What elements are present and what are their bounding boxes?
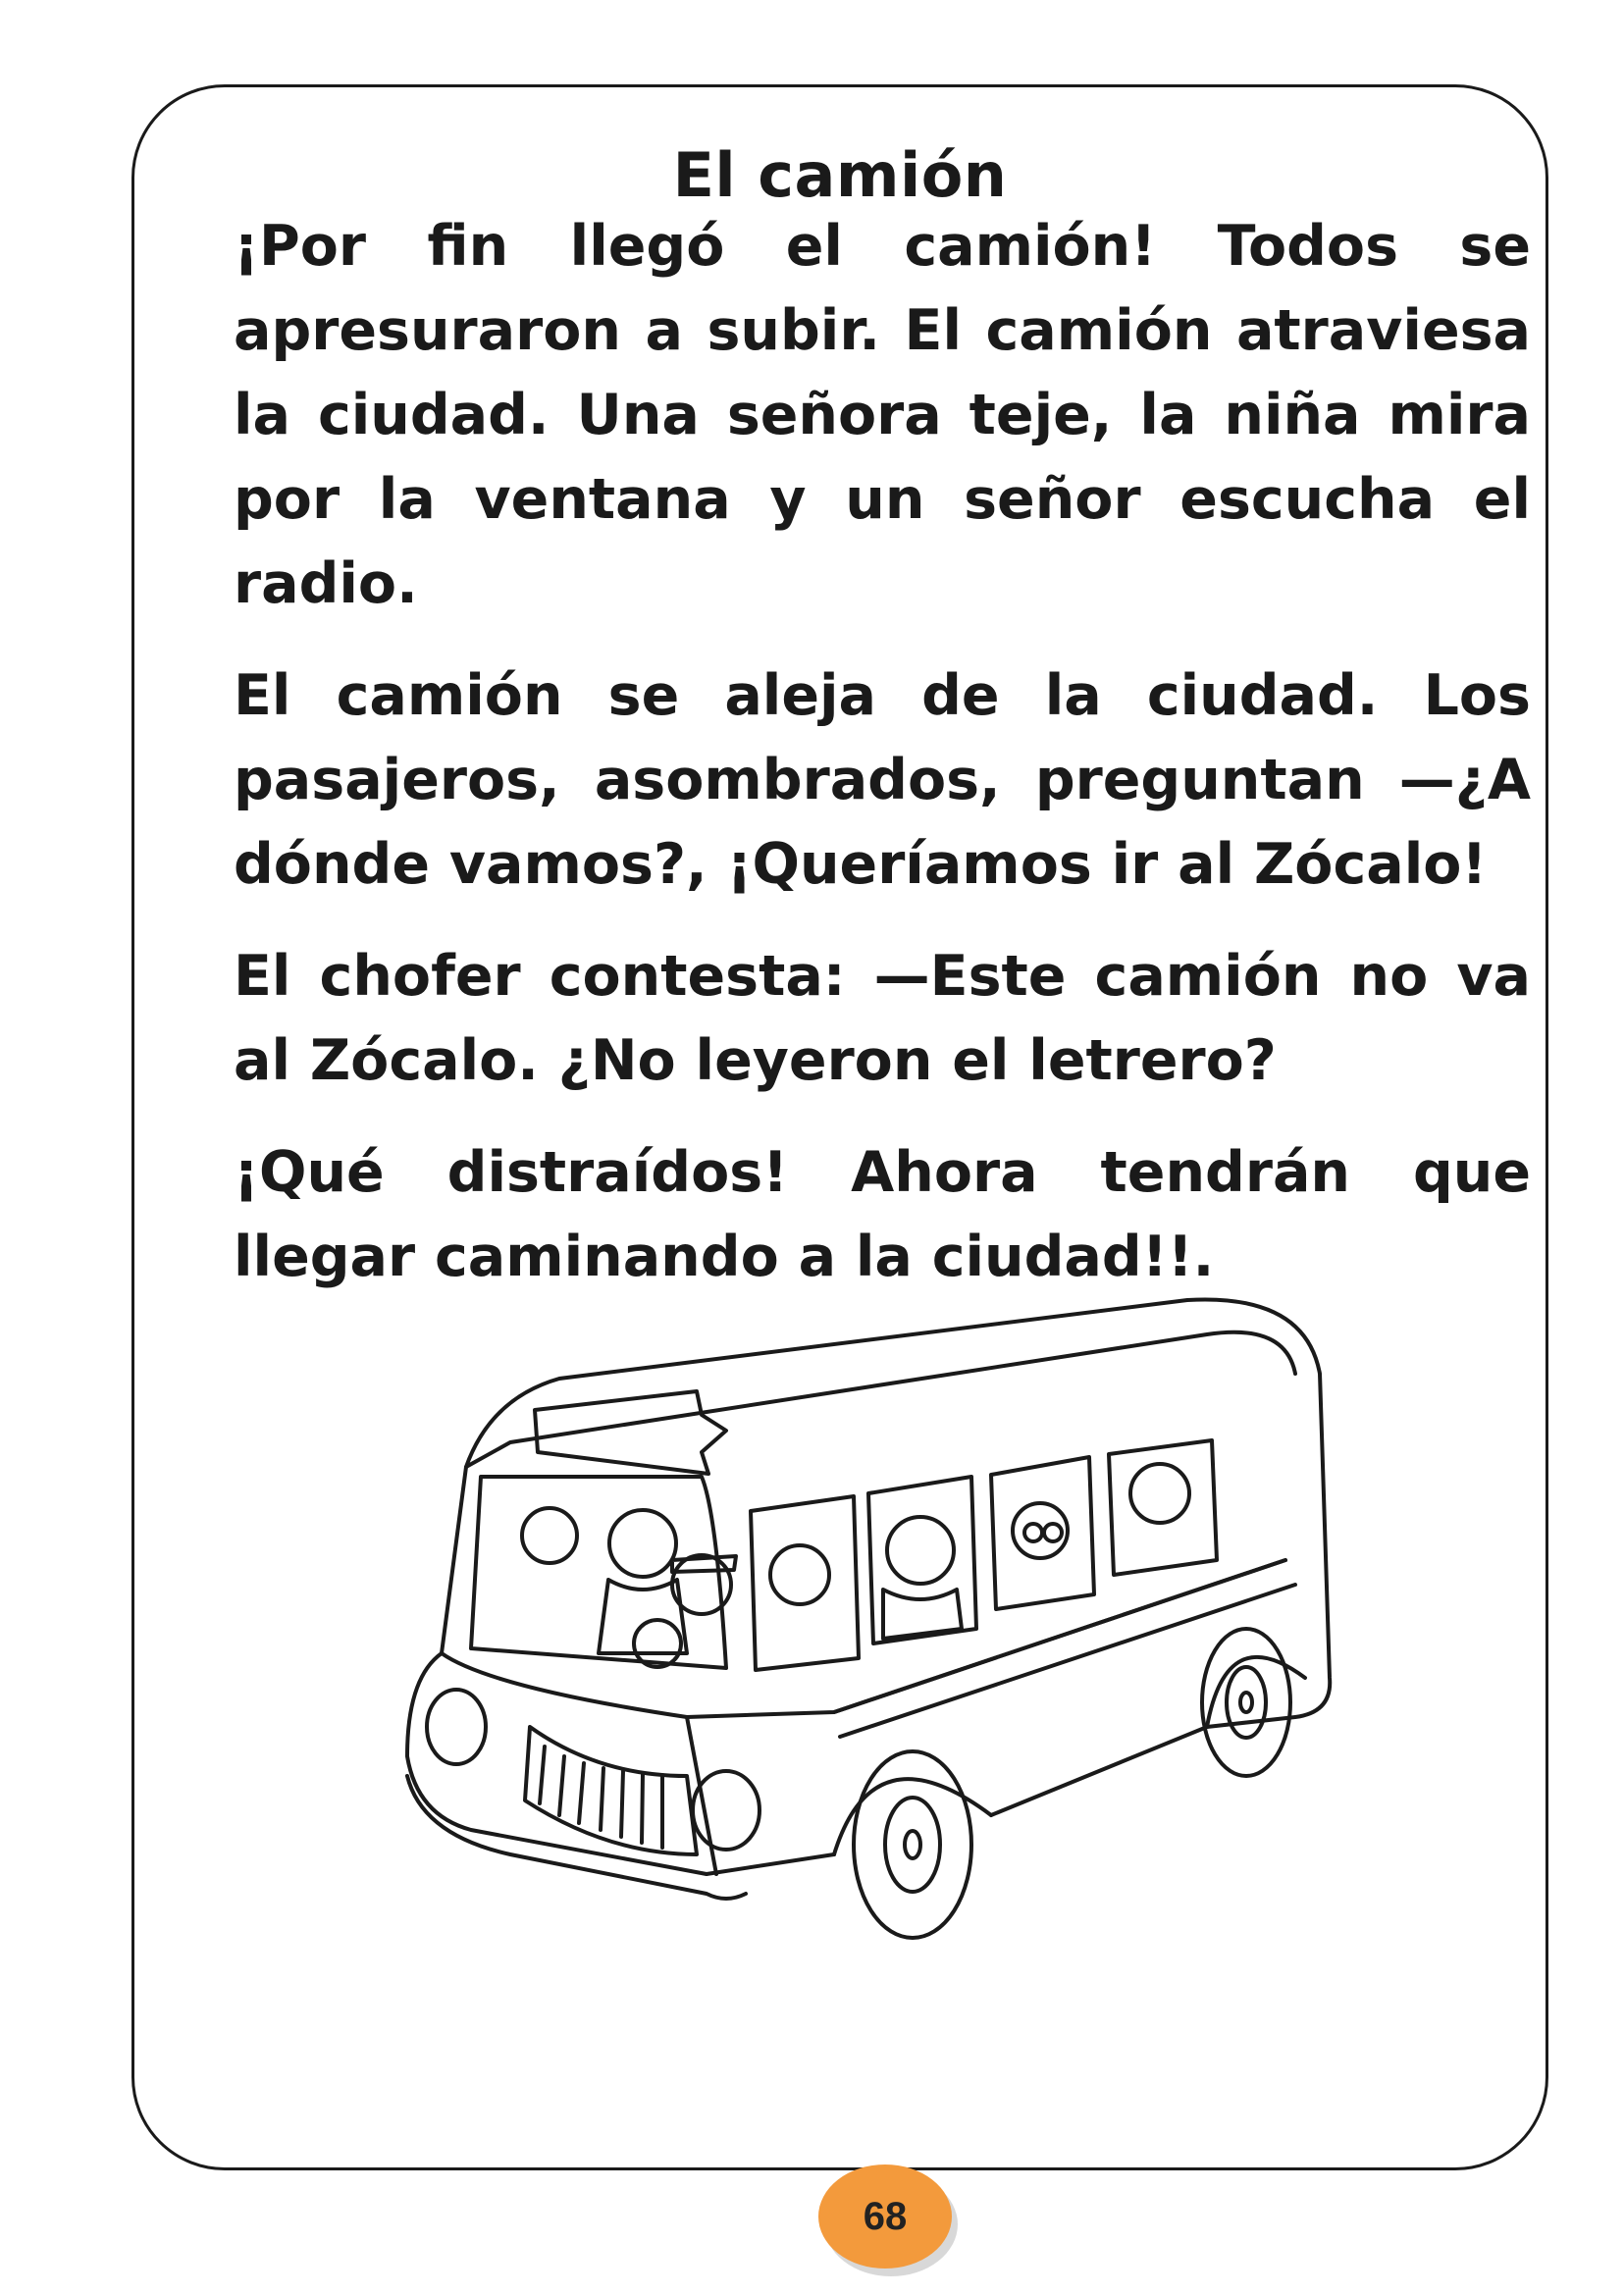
paragraph-4: ¡Qué distraídos! Ahora tendrán que llegar caminando a la ciudad!!. xyxy=(234,1140,1531,1289)
page-title: El camión xyxy=(672,138,1008,211)
paragraph-3: El chofer contesta: —Este camión no va al Zócalo. ¿No leyeron el letrero? xyxy=(234,944,1531,1093)
bus-icon xyxy=(363,1266,1393,1972)
paragraph-1: ¡Por fin llegó el camión! Todos se apresuraron a subir. El camión atraviesa la ciudad. Una señora teje, la niña mira por la ventana y un señor escucha el radio. xyxy=(234,214,1531,616)
paragraph-2: El camión se aleja de la ciudad. Los pasajeros, asombrados, preguntan —¿A dónde vamos?, ¡Queríamos ir al Zócalo! xyxy=(234,663,1531,897)
story-text xyxy=(234,204,1531,1327)
page-number: 68 xyxy=(818,2165,952,2269)
